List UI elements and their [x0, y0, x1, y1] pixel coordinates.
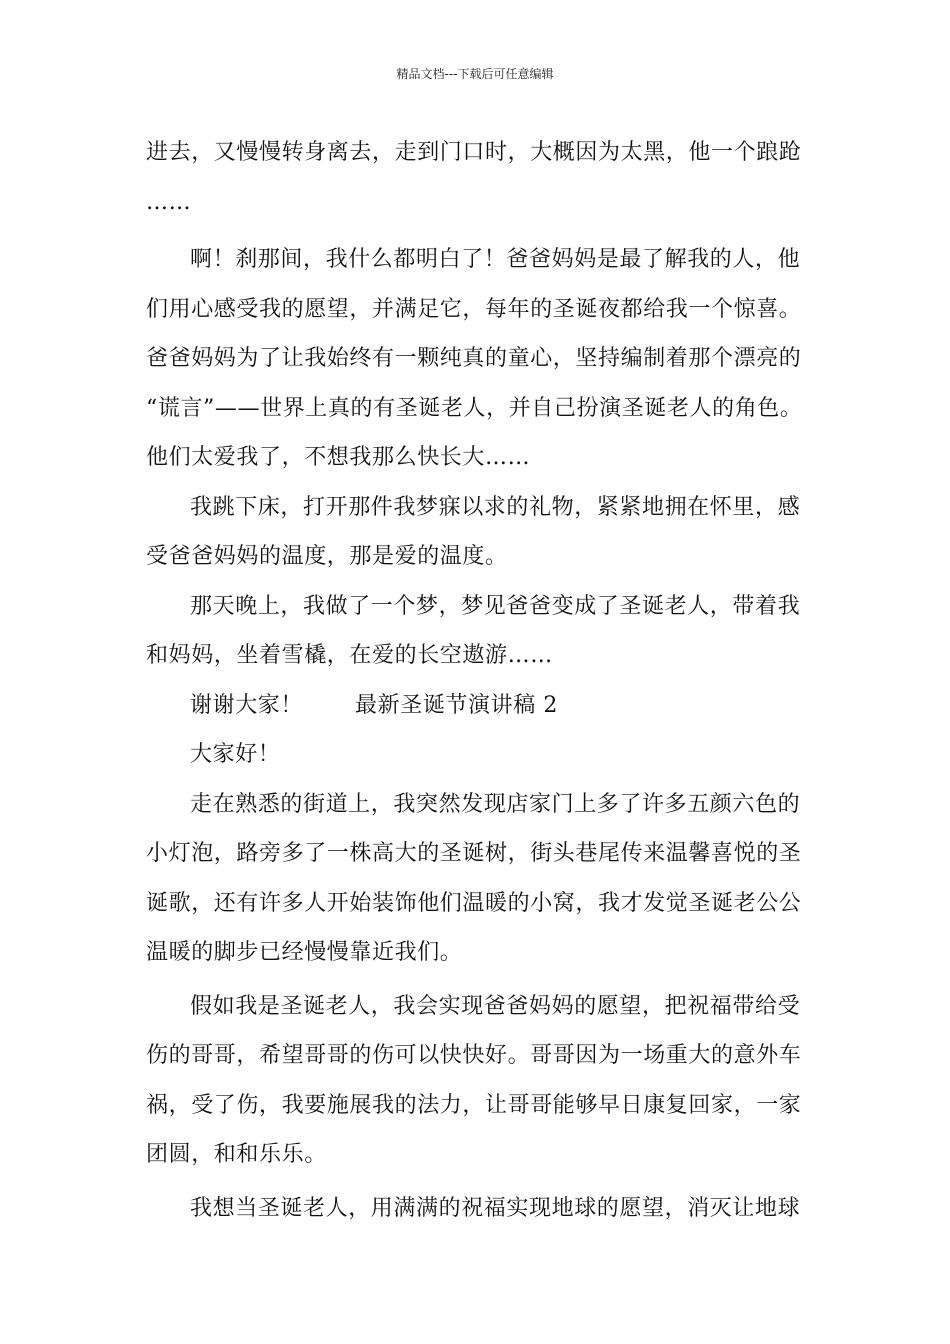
paragraph-start: 那天晚上，我做了一个梦，梦见爸爸变成了圣诞老人，带着我 — [190, 593, 801, 619]
text-line: 和妈妈，坐着雪橇，在爱的长空遨游…… — [146, 643, 553, 668]
text-line: 爸爸妈妈为了让我始终有一颗纯真的童心，坚持编制着那个漂亮的 — [146, 346, 802, 371]
text-line: 们用心感受我的愿望，并满足它，每年的圣诞夜都给我一个惊喜。 — [146, 296, 802, 322]
text-line: 祸，受了伤，我要施展我的法力，让哥哥能够早日康复回家，一家 — [146, 1092, 802, 1118]
text-line: “谎言”——世界上真的有圣诞老人，并自己扮演圣诞老人的角色。 — [146, 395, 803, 421]
text-line: 受爸爸妈妈的温度，那是爱的温度。 — [146, 544, 508, 569]
text-line: 伤的哥哥，希望哥哥的伤可以快快好。哥哥因为一场重大的意外车 — [146, 1043, 802, 1068]
paragraph-start: 我跳下床，打开那件我梦寐以求的礼物，紧紧地拥在怀里，感 — [190, 494, 801, 520]
text-line: 团圆，和和乐乐。 — [146, 1142, 327, 1167]
text-line: 进去，又慢慢转身离去，走到门口时，大概因为太黑，他一个踉跄 — [146, 140, 802, 165]
text-line: 温暖的脚步已经慢慢靠近我们。 — [146, 940, 463, 965]
title-line — [146, 681, 826, 731]
paragraph-start: 假如我是圣诞老人，我会实现爸爸妈妈的愿望，把祝福带给受 — [190, 993, 801, 1019]
section-title: 最新圣诞节演讲稿 2 — [355, 692, 559, 718]
paragraph-start: 啊！刹那间，我什么都明白了！爸爸妈妈是最了解我的人，他 — [190, 247, 801, 272]
document-body — [146, 128, 826, 1233]
thanks-text: 谢谢大家！ — [190, 692, 304, 718]
greeting-line: 大家好！ — [190, 742, 281, 767]
text-line: 他们太爱我了，不想我那么快长大…… — [146, 445, 531, 470]
page-header: 精品文档---下载后可任意编辑 — [396, 67, 554, 81]
text-line: 小灯泡，路旁多了一株高大的圣诞树，街头巷尾传来温馨喜悦的圣 — [146, 841, 802, 866]
text-line: 诞歌，还有许多人开始装饰他们温暖的小窝，我才发觉圣诞老公公 — [146, 890, 802, 916]
text-line: …… — [146, 189, 192, 215]
paragraph-start: 走在熟悉的街道上，我突然发现店家门上多了许多五颜六色的 — [190, 791, 801, 817]
paragraph-start: 我想当圣诞老人，用满满的祝福实现地球的愿望，消灭让地球 — [190, 1195, 801, 1221]
